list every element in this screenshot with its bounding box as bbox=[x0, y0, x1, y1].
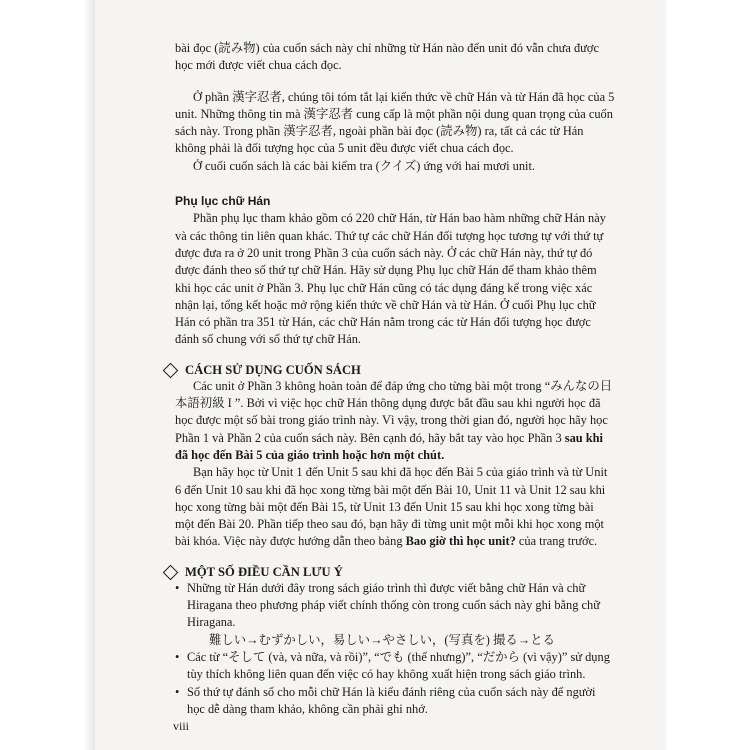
usage-paragraph-1-text: Các unit ở Phần 3 không hoàn toàn để đáp ứng cho từng bài một trong “みんなの日本語初級 I ”. Bởi vì việc học chữ Hán thông dụng được bắt đầu sau khi người học đã học được một số bài trong giáo trình này. Vì vậy, trong thời gian đó, người học hãy học Phần 1 và Phần 2 của cuốn sách này. Bên cạnh đó, hãy bắt tay vào học Phần 3 bbox=[175, 378, 613, 445]
usage-paragraph-1-emphasis: sau khi đã học đến Bài 5 của giáo trình hoặc hơn một chút. bbox=[175, 430, 603, 462]
notes-heading: MỘT SỐ ĐIỀU CẦN LƯU Ý bbox=[185, 564, 343, 579]
appendix-heading: Phụ lục chữ Hán bbox=[175, 194, 271, 209]
page-content bbox=[175, 40, 615, 718]
diamond-icon bbox=[163, 564, 179, 580]
kanji-example-line: 難しい→むずかしい，易しい→やさしい，(写真を) 撮る→とる bbox=[209, 632, 555, 647]
bullet-icon: • bbox=[175, 580, 180, 595]
note-text: Số thứ tự đánh số cho mỗi chữ Hán là kiểu đánh riêng của cuốn sách này để người học dễ dàng tham khảo, không cần phải ghi nhớ. bbox=[187, 684, 596, 716]
intro-paragraph-3: Ở cuối cuốn sách là các bài kiểm tra (クイズ) ứng với hai mươi unit. bbox=[193, 158, 536, 173]
list-item bbox=[175, 580, 615, 632]
usage-paragraph-1 bbox=[175, 378, 615, 464]
usage-paragraph-2-tail: của trang trước. bbox=[515, 534, 598, 549]
bullet-icon: • bbox=[175, 649, 180, 664]
note-text: Các từ “そして (và, và nữa, và rồi)”, “でも (thế nhưng)”, “だから (vì vậy)” sử dụng tùy thích không liên quan đến việc có hay không xuất hiện trong sách giáo trình. bbox=[187, 649, 610, 682]
note-text: Những từ Hán dưới đây trong sách giáo trình thì được viết bằng chữ Hán và chữ Hiragana theo phương pháp viết chính thống còn trong cuốn sách này ghi bằng chữ Hiragana. bbox=[187, 580, 600, 630]
usage-heading: CÁCH SỬ DỤNG CUỐN SÁCH bbox=[185, 362, 361, 377]
usage-paragraph-2-emphasis: Bao giờ thì học unit? bbox=[405, 534, 516, 549]
intro-paragraph-1: bài đọc (読み物) của cuốn sách này chỉ những từ Hán nào đến unit đó vẫn chưa được học mới được viết chua cách đọc. bbox=[175, 41, 599, 73]
intro-paragraph-2: Ở phần 漢字忍者, chúng tôi tóm tắt lại kiến thức về chữ Hán và từ Hán đã học của 5 unit. Những thông tin mà 漢字忍者 cung cấp là một phần nội dung quan trọng của cuốn sách này. Trong phần 漢字忍者, ngoài phần bài đọc (読み物) ra, tất cả các từ Hán không phải là đối tượng học của 5 unit đều được viết chua cách đọc. bbox=[175, 89, 615, 156]
usage-section-header bbox=[165, 363, 615, 378]
usage-paragraph-2-text: Bạn hãy học từ Unit 1 đến Unit 5 sau khi đã học đến Bài 5 của giáo trình và từ Unit 6 đến Unit 10 sau khi đã học xong từng bài một đến Bài 10, Unit 11 và Unit 12 sau khi học xong từng bài một đến Bài 15, từ Unit 13 đến Unit 15 sau khi học xong từng bài một đến Bài 20. Phần tiếp theo sau đó, bạn hãy đi từng unit một mỗi khi học xong một bài khóa. Việc này được hướng dẫn theo bảng bbox=[175, 465, 608, 549]
notes-section-header bbox=[165, 565, 615, 580]
usage-paragraph-2 bbox=[175, 464, 615, 550]
list-item bbox=[175, 684, 615, 719]
list-item bbox=[175, 649, 615, 684]
appendix-paragraph: Phần phụ lục tham khảo gồm có 220 chữ Hán, từ Hán bao hàm những chữ Hán này và các thông tin liên quan khác. Thứ tự các chữ Hán đối tượng học tương tự với thứ tự được đưa ra ở 20 unit trong Phần 3 của cuốn sách này. Ở các chữ Hán này, thứ tự đó được đánh theo số thứ tự chữ Hán. Hãy sử dụng Phụ lục chữ Hán để tham khảo thêm khi học các unit ở Phần 3. Phụ lục chữ Hán cũng có tác dụng đáng kể trong việc xác nhận lại, tổng kết hoặc mở rộng kiến thức về chữ Hán và từ Hán. Ở cuối Phụ lục chữ Hán có phần tra 351 từ Hán, các chữ Hán nằm trong các từ Hán đối tượng học được đánh số chung với số thứ tự chữ Hán. bbox=[175, 211, 606, 347]
page-number: viii bbox=[173, 719, 190, 733]
book-page bbox=[95, 0, 665, 750]
diamond-icon bbox=[163, 362, 179, 378]
bullet-icon: • bbox=[175, 684, 180, 699]
notes-list bbox=[175, 580, 615, 718]
